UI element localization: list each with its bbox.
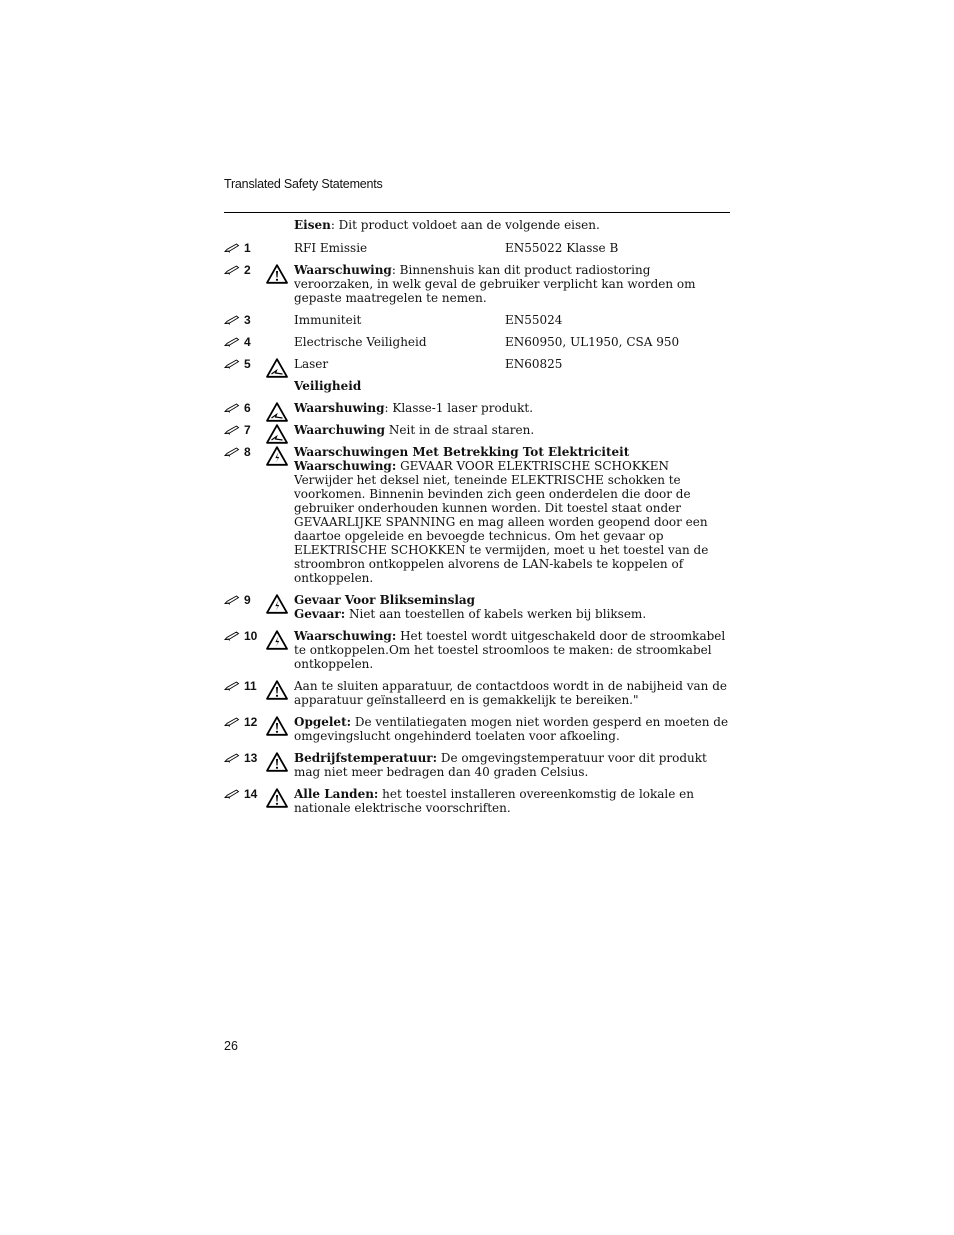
page-number: 26 bbox=[224, 1039, 238, 1053]
caution-icon bbox=[266, 680, 288, 700]
statement-bold-lead: Waarschuwing: bbox=[294, 629, 397, 643]
caution-icon bbox=[266, 752, 288, 772]
pencil-icon bbox=[224, 595, 240, 605]
spec-line bbox=[294, 357, 730, 371]
statement-number: 8 bbox=[244, 445, 251, 459]
spec-label: Immuniteit bbox=[294, 313, 362, 327]
running-header: Translated Safety Statements bbox=[224, 177, 383, 191]
statement-bold-lead: Waarschuwing bbox=[294, 263, 392, 277]
statement-item bbox=[224, 313, 730, 327]
statement-text bbox=[294, 787, 730, 815]
statement-marker bbox=[224, 715, 264, 729]
statement-text bbox=[294, 401, 730, 415]
spec-line bbox=[294, 241, 730, 255]
statement-item bbox=[224, 715, 730, 743]
statement-marker bbox=[224, 629, 264, 643]
statement-body: het toestel installeren overeenkomstig de lokale en nationale elektrische voorschriften. bbox=[294, 787, 695, 815]
statement-marker bbox=[224, 423, 264, 437]
statement-text bbox=[294, 607, 730, 621]
statement-number: 3 bbox=[244, 313, 251, 327]
statement-body: : Klasse-1 laser produkt. bbox=[384, 401, 534, 415]
pencil-icon bbox=[224, 425, 240, 435]
statement-marker bbox=[224, 335, 264, 349]
spec-label: Electrische Veiligheid bbox=[294, 335, 427, 349]
statement-marker bbox=[224, 679, 264, 693]
pencil-icon bbox=[224, 315, 240, 325]
pencil-icon bbox=[224, 681, 240, 691]
statement-number: 6 bbox=[244, 401, 251, 415]
laser-warning-icon bbox=[266, 424, 288, 444]
statement-number: 4 bbox=[244, 335, 251, 349]
statement-bold-lead: Bedrijfstemperatuur: bbox=[294, 751, 438, 765]
statement-item bbox=[224, 751, 730, 779]
statement-marker bbox=[224, 357, 264, 371]
statement-text bbox=[294, 459, 730, 585]
statement-bold-lead: Waarchuwing bbox=[294, 423, 386, 437]
requirements-intro bbox=[224, 218, 730, 232]
statement-item bbox=[224, 787, 730, 815]
statement-number: 1 bbox=[244, 241, 251, 255]
section-subheading: Veiligheid bbox=[294, 379, 362, 393]
statement-item bbox=[224, 629, 730, 671]
statement-title: Gevaar Voor Blikseminslag bbox=[294, 593, 476, 607]
statement-item bbox=[224, 263, 730, 305]
spec-line bbox=[294, 313, 730, 327]
statement-list bbox=[224, 241, 730, 815]
laser-warning-icon bbox=[266, 358, 288, 378]
statement-marker bbox=[224, 401, 264, 415]
statement-text bbox=[294, 263, 730, 305]
statement-text bbox=[294, 715, 730, 743]
caution-icon bbox=[266, 716, 288, 736]
statement-item bbox=[224, 357, 730, 393]
statement-item bbox=[224, 679, 730, 707]
intro-bold: Eisen bbox=[294, 218, 331, 232]
pencil-icon bbox=[224, 337, 240, 347]
statement-item bbox=[224, 445, 730, 585]
statement-number: 7 bbox=[244, 423, 251, 437]
statement-number: 14 bbox=[244, 787, 258, 801]
statement-text bbox=[294, 679, 730, 707]
statement-item bbox=[224, 241, 730, 255]
spec-line bbox=[294, 335, 730, 349]
pencil-icon bbox=[224, 265, 240, 275]
statement-bold-lead: Waarschuwing: bbox=[294, 459, 397, 473]
statement-marker bbox=[224, 787, 264, 801]
statement-marker bbox=[224, 751, 264, 765]
spec-label: Laser bbox=[294, 357, 329, 371]
electric-shock-icon bbox=[266, 630, 288, 650]
spec-value: EN55022 Klasse B bbox=[505, 241, 619, 255]
statement-bold-lead: Alle Landen: bbox=[294, 787, 379, 801]
statement-text bbox=[294, 423, 730, 437]
statement-title: Waarschuwingen Met Betrekking Tot Elektriciteit bbox=[294, 445, 630, 459]
statement-bold-lead: Opgelet: bbox=[294, 715, 352, 729]
pencil-icon bbox=[224, 359, 240, 369]
spec-value: EN60825 bbox=[505, 357, 563, 371]
statement-body: GEVAAR VOOR ELEKTRISCHE SCHOKKEN Verwijder het deksel niet, teneinde ELEKTRISCHE schokken te voorkomen. Binnenin bevinden zich geen onderdelen die door de gebruiker onderhouden kunnen worden. Dit toestel staat onder GEVAARLIJKE SPANNING en mag alleen worden geopend door een daartoe opgeleide en bevoegde technicus. Om het gevaar op ELEKTRISCHE SCHOKKEN te vermijden, moet u het toestel van de stroombron ontkoppelen alvorens de LAN-kabels te koppelen of ontkoppelen. bbox=[294, 459, 709, 585]
statement-bold-lead: Gevaar: bbox=[294, 607, 346, 621]
statement-item bbox=[224, 335, 730, 349]
pencil-icon bbox=[224, 753, 240, 763]
statement-number: 2 bbox=[244, 263, 251, 277]
statement-marker bbox=[224, 313, 264, 327]
statement-number: 13 bbox=[244, 751, 258, 765]
statement-body: : Binnenshuis kan dit product radiostoring veroorzaken, in welk geval de gebruiker verplicht kan worden om gepaste maatregelen te nemen. bbox=[294, 263, 696, 305]
pencil-icon bbox=[224, 789, 240, 799]
statement-body: Neit in de straal staren. bbox=[385, 423, 535, 437]
pencil-icon bbox=[224, 403, 240, 413]
statement-body: De ventilatiegaten mogen niet worden gesperd en moeten de omgevingslucht ongehinderd toelaten voor afkoeling. bbox=[294, 715, 729, 743]
statement-number: 9 bbox=[244, 593, 251, 607]
caution-icon bbox=[266, 788, 288, 808]
header-rule bbox=[224, 212, 730, 213]
laser-warning-icon bbox=[266, 402, 288, 422]
pencil-icon bbox=[224, 447, 240, 457]
statement-item bbox=[224, 593, 730, 621]
statement-text bbox=[294, 751, 730, 779]
statement-body: Niet aan toestellen of kabels werken bij bliksem. bbox=[345, 607, 647, 621]
statement-bold-lead: Waarshuwing bbox=[294, 401, 385, 415]
statement-body: Aan te sluiten apparatuur, de contactdoos wordt in de nabijheid van de apparatuur geïnstalleerd en is gemakkelijk te bereiken." bbox=[294, 679, 727, 707]
statement-text bbox=[294, 629, 730, 671]
statement-item bbox=[224, 423, 730, 437]
statement-marker bbox=[224, 593, 264, 607]
statement-number: 11 bbox=[244, 679, 257, 693]
spec-value: EN60950, UL1950, CSA 950 bbox=[505, 335, 680, 349]
statement-body: Het toestel wordt uitgeschakeld door de stroomkabel te ontkoppelen.Om het toestel stroomloos te maken: de stroomkabel ontkoppelen. bbox=[294, 629, 726, 671]
electric-shock-icon bbox=[266, 594, 288, 614]
statement-number: 12 bbox=[244, 715, 258, 729]
pencil-icon bbox=[224, 631, 240, 641]
statement-marker bbox=[224, 263, 264, 277]
pencil-icon bbox=[224, 717, 240, 727]
spec-label: RFI Emissie bbox=[294, 241, 368, 255]
statement-marker bbox=[224, 241, 264, 255]
intro-text: : Dit product voldoet aan de volgende eisen. bbox=[330, 218, 600, 232]
statement-body: De omgevingstemperatuur voor dit produkt mag niet meer bedragen dan 40 graden Celsius. bbox=[294, 751, 707, 779]
statement-item bbox=[224, 401, 730, 415]
statement-number: 5 bbox=[244, 357, 251, 371]
statement-marker bbox=[224, 445, 264, 459]
caution-icon bbox=[266, 264, 288, 284]
safety-statements bbox=[224, 218, 730, 815]
electric-shock-icon bbox=[266, 446, 288, 466]
spec-value: EN55024 bbox=[505, 313, 563, 327]
pencil-icon bbox=[224, 243, 240, 253]
statement-number: 10 bbox=[244, 629, 258, 643]
